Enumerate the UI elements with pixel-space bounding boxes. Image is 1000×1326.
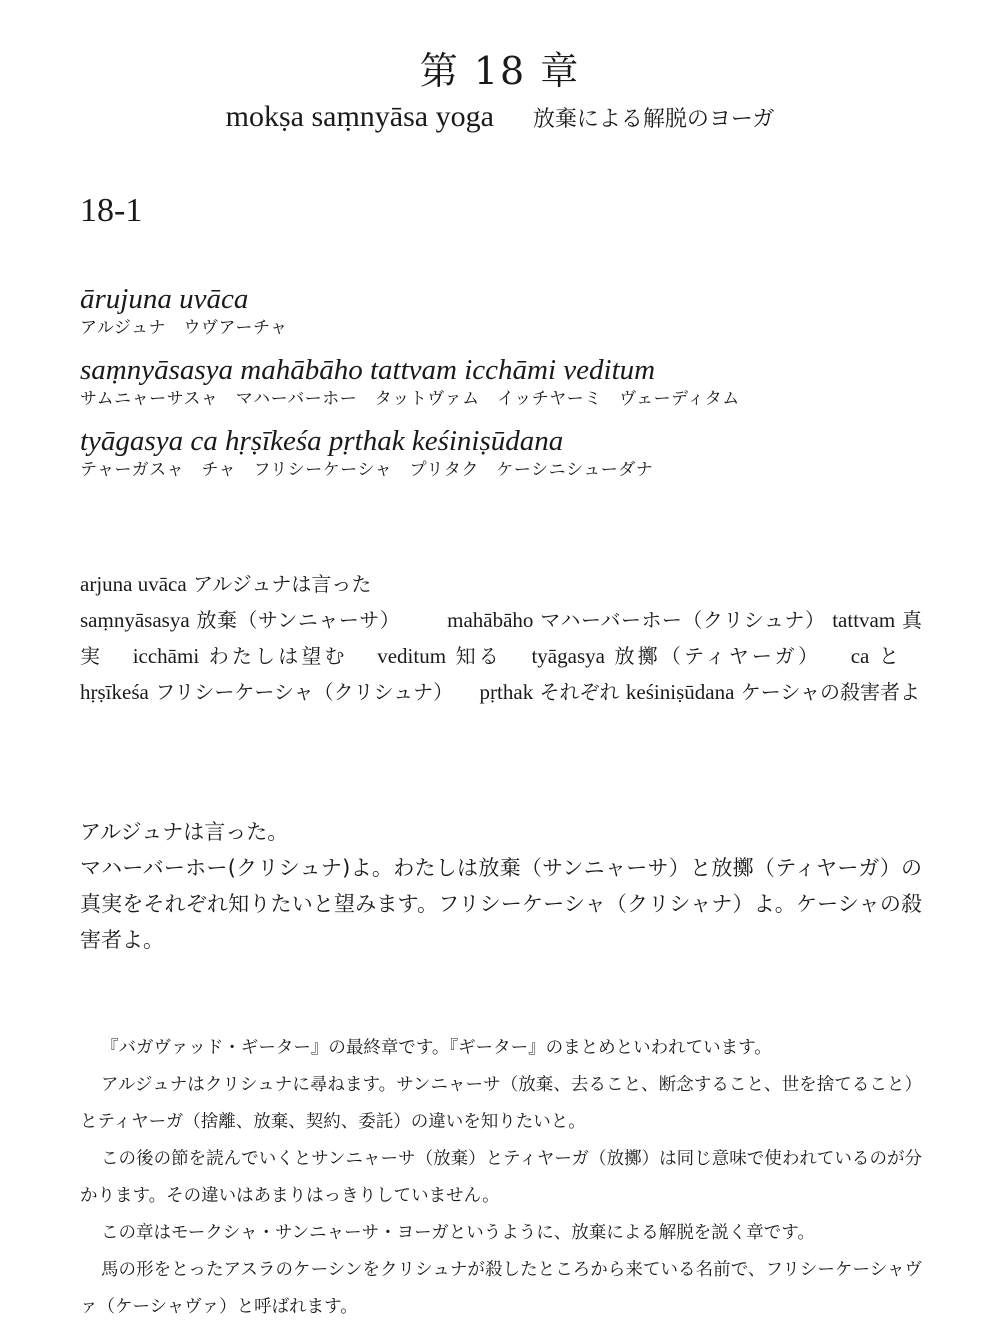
gloss-term: keśiniṣūdana — [625, 680, 735, 704]
gloss-term: mahābāho — [447, 608, 534, 632]
chapter-subtitle-japanese: 放棄による解脱のヨーガ — [532, 107, 775, 132]
gloss-meaning: ケーシャの殺害者よ — [740, 680, 920, 704]
chapter-title: 第 18 章 — [419, 49, 581, 93]
verse-sanskrit: tyāgasya ca hṛṣīkeśa pṛthak keśiniṣūdana — [80, 425, 564, 457]
gloss-meaning: 真実 — [80, 608, 923, 668]
gloss-term: veditum — [377, 644, 447, 668]
gloss-term: tattvam — [832, 608, 896, 632]
gloss-term: tyāgasya — [531, 644, 605, 668]
gloss-term: saṃnyāsasya — [80, 608, 190, 632]
gloss-meaning: と — [878, 644, 903, 668]
gloss-meaning: 放擲（ティヤーガ） — [614, 644, 822, 668]
verse-line — [80, 353, 940, 411]
gloss-term: hṛṣīkeśa — [80, 680, 149, 704]
gloss-meaning: 知る — [455, 644, 502, 668]
commentary — [80, 1030, 922, 1326]
verse-katakana: アルジュナ ウヴアーチャ — [80, 318, 288, 338]
gloss-meaning: それぞれ — [539, 680, 620, 704]
translation-line: マハーバーホー(クリシュナ)よ。わたしは放棄（サンニャーサ）と放擲（ティヤーガ）の真実をそれぞれ知りたいと望みます。フリシーケーシャ（クリシャナ）よ。ケーシャの殺害者よ。 — [80, 856, 922, 952]
verse-line — [80, 282, 940, 340]
gloss-meaning: 放棄（サンニャーサ） — [196, 608, 401, 632]
gloss-meaning: わたしは望む — [208, 644, 348, 668]
gloss-meaning: マハーバーホー（クリシュナ） — [540, 608, 826, 632]
gloss-meaning: フリシーケーシャ（クリシュナ） — [155, 680, 454, 704]
verse-line — [80, 424, 940, 482]
gloss-term: arjuna uvāca — [80, 572, 187, 596]
verse-sanskrit: ārujuna uvāca — [80, 283, 249, 315]
verse-number: 18-1 — [80, 192, 143, 229]
gloss-term: ca — [850, 644, 870, 668]
verse-sanskrit: saṃnyāsasya mahābāho tattvam icchāmi veditum — [80, 354, 656, 386]
commentary-paragraph: 『バガヴァッド・ギーター』の最終章です。『ギーター』のまとめといわれています。 — [101, 1038, 772, 1058]
commentary-paragraph: アルジュナはクリシュナに尋ねます。サンニャーサ（放棄、去ること、断念すること、世を捨てること）とティヤーガ（捨離、放棄、契約、委託）の違いを知りたいと。 — [80, 1075, 922, 1132]
verse-katakana: テャーガスャ チャ フリシーケーシャ プリタク ケーシニシューダナ — [80, 460, 654, 480]
chapter-subtitle-roman: mokṣa saṃnyāsa yoga — [225, 100, 494, 133]
chapter-subtitle — [0, 100, 1000, 134]
verse-katakana: サムニャーサスャ マハーバーホー タットヴァム イッチヤーミ ヴェーディタム — [80, 389, 740, 409]
translation-line: アルジュナは言った。 — [80, 820, 289, 844]
word-glossary — [80, 566, 922, 710]
translation — [80, 814, 922, 958]
commentary-paragraph: この章はモークシャ・サンニャーサ・ヨーガというように、放棄による解脱を説く章です。 — [101, 1223, 815, 1243]
commentary-paragraph: この後の節を読んでいくとサンニャーサ（放棄）とティヤーガ（放擲）は同じ意味で使われているのが分かります。その違いはあまりはっきりしていません。 — [80, 1149, 922, 1206]
commentary-paragraph: 馬の形をとったアスラのケーシンをクリシュナが殺したところから来ている名前で、フリシーケーシャヴァ（ケーシャヴァ）と呼ばれます。 — [80, 1260, 922, 1317]
gloss-meaning: アルジュナは言った — [193, 572, 372, 596]
gloss-term: icchāmi — [132, 644, 200, 668]
gloss-term: pṛthak — [479, 680, 534, 704]
